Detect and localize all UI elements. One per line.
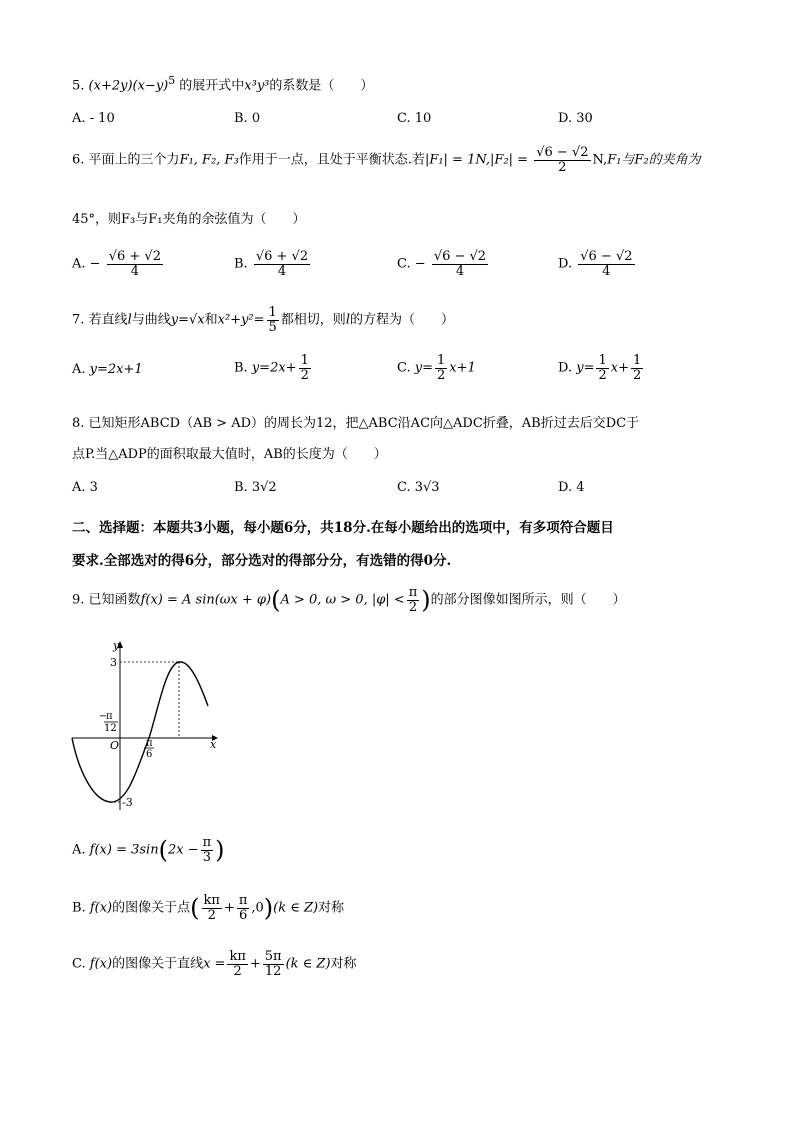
- question-9: 9. 已知函数f(x) = A sin(ωx + φ)(A > 0, ω > 0, |φ| < $\frac{\pi}{2}$ )的部分图像如图所示，则（ ）: [72, 585, 626, 615]
- question-text: 作用于一点，且处于平衡状态.若: [238, 152, 425, 168]
- x-neg-num: π: [106, 711, 113, 722]
- question-8: [72, 412, 639, 431]
- q8-option-d[interactable]: D. 4: [558, 480, 585, 495]
- curve-2: x²+y²=: [217, 312, 265, 328]
- q7-option-d[interactable]: D. y= $\frac{1}{2}$ x+ $\frac{1}{2}$: [558, 353, 642, 383]
- question-number: 7.: [72, 312, 85, 328]
- q9-option-b[interactable]: B. f(x)的图像关于点( $\frac{k\pi}{2}$ + $\frac{\pi}{6}$ ,0)(k ∈ Z)对称: [72, 893, 345, 923]
- question-8-line2: 点P.当△ADP的面积取最大值时，AB的长度为（ ）: [72, 447, 387, 462]
- q8-option-a[interactable]: A. 3: [72, 480, 98, 495]
- q5-option-c[interactable]: C. 10: [397, 111, 432, 126]
- unit: N,: [592, 152, 608, 168]
- question-6: [72, 146, 701, 174]
- question-number: 5.: [72, 78, 85, 94]
- q8-option-c[interactable]: C. 3√3: [397, 480, 440, 495]
- q6-option-d[interactable]: D. $\frac{√6 - √2}{4}$: [558, 249, 633, 279]
- y-label: y: [113, 639, 120, 652]
- section-2-heading: 二、选择题：本题共3小题，每小题6分，共18分.在每小题给出的选项中，有多项符合题目: [72, 520, 614, 536]
- f1-magnitude: |F₁| = 1N,: [424, 152, 491, 168]
- function: f(x) = A sin(ωx + φ): [140, 592, 272, 608]
- sine-curve: [72, 662, 208, 802]
- question-text: 的展开式中: [179, 78, 245, 94]
- q7-option-a[interactable]: A. y=2x+1: [72, 362, 143, 377]
- q7-option-b[interactable]: B. y=2x+ $\frac{1}{2}$: [234, 353, 309, 383]
- q6-option-c[interactable]: C. − $\frac{√6 - √2}{4}$: [397, 249, 487, 279]
- q6-option-b[interactable]: B. $\frac{√6 + √2}{4}$: [234, 249, 309, 279]
- question-7: 7. 若直线l与曲线y=√x和x²+y²= $\frac{1}{5}$ 都相切，则l的方程为（ ）: [72, 305, 454, 335]
- question-5: [72, 74, 373, 93]
- term: x³y³: [244, 78, 270, 94]
- x-pos-num: π: [146, 738, 153, 749]
- q5-option-d[interactable]: D. 30: [558, 111, 593, 126]
- curve-1: y=√x: [170, 312, 205, 328]
- q7-option-c[interactable]: C. y= $\frac{1}{2}$ x+1: [397, 353, 476, 383]
- question-text: 已知矩形ABCD（AB > AD）的周长为12，把△ABC沿AC向△ADC折叠，AB折过去后交DC于: [88, 416, 640, 431]
- origin-label: O: [110, 739, 120, 752]
- q8-option-b[interactable]: B. 3√2: [234, 480, 277, 495]
- exponent: 5: [168, 74, 176, 87]
- q5-option-b[interactable]: B. 0: [234, 111, 261, 126]
- x-label: x: [210, 738, 217, 751]
- x-pos-den: 6: [146, 749, 153, 760]
- question-number: 8.: [72, 416, 85, 431]
- condition: A > 0, ω > 0, |φ| <: [280, 592, 405, 608]
- q9-option-a[interactable]: A. f(x) = 3sin(2x − $\frac{\pi}{3}$ ): [72, 835, 225, 865]
- y-min-label: -3: [122, 796, 133, 809]
- question-text: F₁与F₂的夹角为: [607, 152, 701, 168]
- question-text: 的系数是（ ）: [269, 78, 374, 94]
- x-neg-den: 12: [104, 723, 117, 734]
- q6-option-a[interactable]: A. − $\frac{√6 + √2}{4}$: [72, 249, 161, 279]
- q5-option-a[interactable]: A. - 10: [72, 111, 115, 126]
- y-max-label: 3: [110, 656, 117, 669]
- sine-graph: [66, 636, 226, 816]
- question-text: 平面上的三个力: [88, 152, 180, 168]
- question-number: 9.: [72, 592, 85, 608]
- q9-option-c[interactable]: C. f(x)的图像关于直线x = $\frac{k\pi}{2}$ + $\frac{5\pi}{12}$ (k ∈ Z)对称: [72, 949, 357, 979]
- x-neg-sign: −: [99, 711, 108, 722]
- question-number: 6.: [72, 152, 85, 168]
- f2-magnitude: |F₂| =: [490, 152, 529, 168]
- f2-fraction: $\frac{√6 - √2}{2}$: [536, 145, 589, 175]
- expression: (x+2y)(x−y): [88, 78, 169, 94]
- forces: F₁, F₂, F₃: [179, 152, 239, 168]
- section-2-heading-line2: 要求.全部选对的得6分，部分选对的得部分分，有选错的得0分.: [72, 553, 452, 569]
- question-6-line2: 45°，则F₃与F₁夹角的余弦值为（ ）: [72, 212, 306, 227]
